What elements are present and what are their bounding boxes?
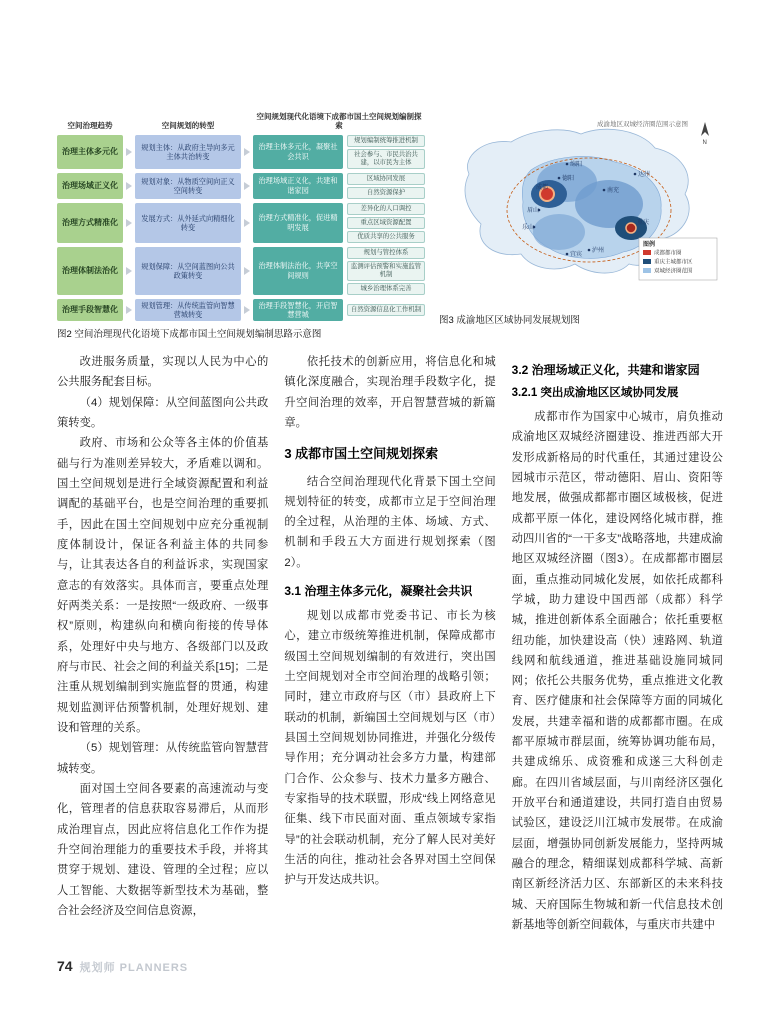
explore-details	[347, 299, 425, 322]
north-arrow-icon	[701, 122, 709, 146]
city-label: 泸州	[592, 248, 605, 254]
figure2-row	[57, 299, 425, 322]
trend-box: 治理场域正义化	[57, 173, 123, 199]
svg-text:N: N	[702, 140, 707, 146]
explore-details	[347, 173, 425, 199]
paragraph: （5）规划管理：从传统监管向智慧营城转变。	[57, 742, 269, 775]
paragraph: （4）规划保障：从空间蓝图向公共政策转变。	[57, 396, 269, 429]
city-label: 南充	[607, 188, 620, 194]
trend-box: 治理主体多元化	[57, 135, 123, 169]
article-body	[57, 352, 723, 935]
explore-details	[347, 135, 425, 169]
city-label: 绵阳	[570, 162, 583, 168]
detail-box: 城乡治理体系完善	[347, 283, 425, 295]
legend-item-label: 成都都市圈	[654, 250, 682, 257]
figure2-diagram	[57, 112, 425, 341]
arrow-right-icon	[123, 247, 135, 295]
subsection-heading: 3.1 治理主体多元化，凝聚社会共识	[284, 584, 473, 599]
detail-box: 规划编制统筹推进机制	[347, 135, 425, 147]
city-label: 乐山	[522, 225, 535, 231]
arrow-right-icon	[241, 135, 253, 169]
paragraph: 依托技术的创新应用，将信息化和城镇化深度融合，实现治理手段数字化，提升空间治理的效率，开启智慧营城的新篇章。	[284, 356, 496, 429]
transform-box: 规划管理：从传统监管向智慧营城转变	[135, 299, 241, 322]
page-footer	[57, 958, 188, 975]
paragraph: 结合空间治理现代化背景下国土空间规划特征的转变，成都市立足于空间治理的全过程，从治理的主体、场域、方式、机制和手段五大方面进行规划探索（图2）。	[284, 475, 496, 569]
map-canvas	[439, 112, 723, 284]
transform-box: 规划保障：从空间蓝图向公共政策转变	[135, 247, 241, 295]
explore-title-box: 治理主体多元化，凝聚社会共识	[253, 135, 343, 169]
section-heading: 3 成都市国土空间规划探索	[284, 446, 439, 462]
subregion-blob	[533, 214, 585, 250]
city-label: 眉山	[527, 208, 540, 214]
explore-title-box: 治理体制法治化，共享空间规则	[253, 247, 343, 295]
arrow-right-icon	[123, 203, 135, 243]
detail-box: 区域协同发展	[347, 173, 425, 185]
transform-box: 规划主体：从政府主导向多元主体共治转变	[135, 135, 241, 169]
trend-box: 治理方式精准化	[57, 203, 123, 243]
explore-group	[253, 203, 425, 243]
paragraph: 政府、市场和公众等各主体的价值基础与行为准则差异较大，矛盾难以调和。国土空间规划是进行全域资源配置和利益调配的基础平台，也是空间治理的重要抓手，因此在国土空间规划中应充分重视制度体制设计，保证各利益主体的共同参与，让其表达各自的利益诉求，实现国家意志的有效落实。具体而言，要重点处理好两类关系：一是按照“一级政府、一级事权”原则，构建纵向和横向衔接的传导体系，处理好中央与地方、各级部门以及政府与市民、社会之间的利益关系[15]；二是注重从规划编制到实施监督的贯通，构建规划监测评估预警机制，处理好规划、建设和管理的关系。	[57, 437, 269, 734]
explore-details	[347, 247, 425, 295]
detail-box: 自然资源保护	[347, 187, 425, 199]
detail-box: 重点区域资源配置	[347, 217, 425, 229]
detail-box: 差异化的人口调控	[347, 203, 425, 215]
map-title: 成渝地区双城经济圈范围示意图	[597, 121, 688, 128]
figure2-row	[57, 203, 425, 243]
figure2-header-trend: 空间治理趋势	[67, 121, 113, 131]
article-column-2	[284, 352, 495, 935]
legend-title: 图例	[643, 242, 656, 248]
article-column-3	[512, 352, 723, 935]
legend-item-label: 双城经济圈范围	[654, 268, 693, 275]
paragraph: 成都市作为国家中心城市，肩负推动成渝地区双城经济圈建设、推进西部大开发形成新格局的时代重任，其通过建设公园城市示范区，带动德阳、眉山、资阳等地发展，做强成都都市圈区域极核，促进成都平原一体化，建设网络化城市群，推动四川省的“一干多支”战略落地，共建成渝地区双城经济圈（图3）。在成都都市圈层面，重点推动同城化发展，如依托成都科学城，助力建设中国西部（成都）科学城，推进创新体系全面融合；依托重要枢纽功能，加快建设高（快）速路网、轨道线网和航线通道，推进基础设施同城同网；依托公共服务优势，重点推进文化教育、医疗健康和社会保障等方面的同城化发展，共建幸福和谐的成都都市圈。在成都平原城市群层面，统筹协调功能布局，共建成绵乐、成资雅和成遂三大科创走廊。在四川省域层面，与川南经济区强化开放平台和通道建设，共同打造自由贸易试验区，建设泛川江城市发展带。在成渝层面，增强协同创新发展能力，坚持两城融合的理念，精细谋划成都科学城、高新南区新经济活力区、东部新区的未来科技城、天府国际生物城和新一代信息技术创新基地等创新空间载体，与重庆市共建中	[511, 410, 723, 932]
transform-box: 规划对象：从物质空间向正义空间转变	[135, 173, 241, 199]
city-label: 达州	[638, 172, 651, 178]
explore-group	[253, 299, 425, 322]
chongqing-core	[626, 223, 636, 233]
detail-box: 社会参与、市民共治共建，以市民为主体	[347, 149, 425, 169]
detail-box: 监测评估预警和实施监管机制	[347, 261, 425, 281]
trend-box: 治理手段智慧化	[57, 299, 123, 322]
figure2-header-explore: 空间规划现代化语境下成都市国土空间规划编制探索	[256, 112, 422, 131]
figure2-caption: 图2 空间治理现代化语境下成都市国土空间规划编制思路示意图	[57, 329, 322, 341]
explore-title-box: 治理手段智慧化，开启智慧营城	[253, 299, 343, 322]
figure2-header-row	[57, 112, 425, 131]
paragraph: 改进服务质量，实现以人民为中心的公共服务配套目标。	[57, 356, 269, 389]
figure3-map	[439, 112, 723, 327]
arrow-right-icon	[123, 173, 135, 199]
city-label: 重庆	[637, 220, 650, 226]
arrow-right-icon	[241, 203, 253, 243]
figure2-row	[57, 173, 425, 199]
subsection-heading: 3.2 治理场域正义化，共建和谐家园	[511, 363, 700, 377]
city-label: 成都	[536, 185, 549, 191]
paragraph: 规划以成都市党委书记、市长为核心，建立市级统筹推进机制，保障成都市级国土空间规划编制的有效进行，突出国土空间规划对全市空间治理的战略引领；同时，建立市政府与区（市）县政府上下联动的机制，新编国土空间规划与区（市）县国土空间规划协同推进，并强化分级传导作用；充分调动社会多方力量，构建部门合作、公众参与、技术力量多方融合、专家指导的技术联盟，形成“线上网络意见征集、线下市民面对面、重点领域专家指导”的社会联动机制，充分了解人民对美好生活的向往，推动社会各界对国土空间保护与开发达成共识。	[284, 609, 496, 887]
figures-row	[57, 112, 723, 341]
figure2-row	[57, 247, 425, 295]
figure2-header-transform: 空间规划的转型	[161, 121, 215, 131]
city-label: 宜宾	[570, 252, 583, 258]
detail-box: 优质共享的公共服务	[347, 231, 425, 243]
figure2-row	[57, 135, 425, 169]
explore-title-box: 治理方式精准化，促进精明发展	[253, 203, 343, 243]
explore-title-box: 治理场域正义化，共建和谐家园	[253, 173, 343, 199]
map-legend	[639, 238, 717, 280]
detail-box: 自然资源信息化工作机制	[347, 304, 425, 316]
city-label: 德阳	[562, 176, 575, 182]
explore-group	[253, 135, 425, 169]
page-number: 74	[57, 958, 73, 974]
arrow-right-icon	[123, 135, 135, 169]
paragraph: 面对国土空间各要素的高速流动与变化，管理者的信息获取容易滞后，从而形成治理盲点，因此应将信息化工作作为提升空间治理能力的重要技术手段，并将其贯穿于规划、建设、管理的全过程；应以人工智能、大数据等新型技术为基础，整合社会经济及空间信息资源，	[57, 782, 269, 917]
arrow-right-icon	[241, 173, 253, 199]
arrow-right-icon	[123, 299, 135, 322]
subsubsection-heading: 3.2.1 突出成渝地区区域协同发展	[511, 386, 679, 399]
journal-logo: 规划师 PLANNERS	[79, 962, 189, 974]
trend-box: 治理体制法治化	[57, 247, 123, 295]
map-svg	[439, 112, 723, 284]
transform-box: 发展方式：从外延式向精细化转变	[135, 203, 241, 243]
explore-details	[347, 203, 425, 243]
explore-group	[253, 173, 425, 199]
detail-box: 规划与管控体系	[347, 247, 425, 259]
explore-group	[253, 247, 425, 295]
arrow-right-icon	[241, 299, 253, 322]
figure3-caption: 图3 成渝地区区域协同发展规划图	[439, 314, 580, 326]
article-column-1	[57, 352, 268, 935]
arrow-right-icon	[241, 247, 253, 295]
legend-item-label: 重庆主城都市区	[654, 259, 693, 266]
